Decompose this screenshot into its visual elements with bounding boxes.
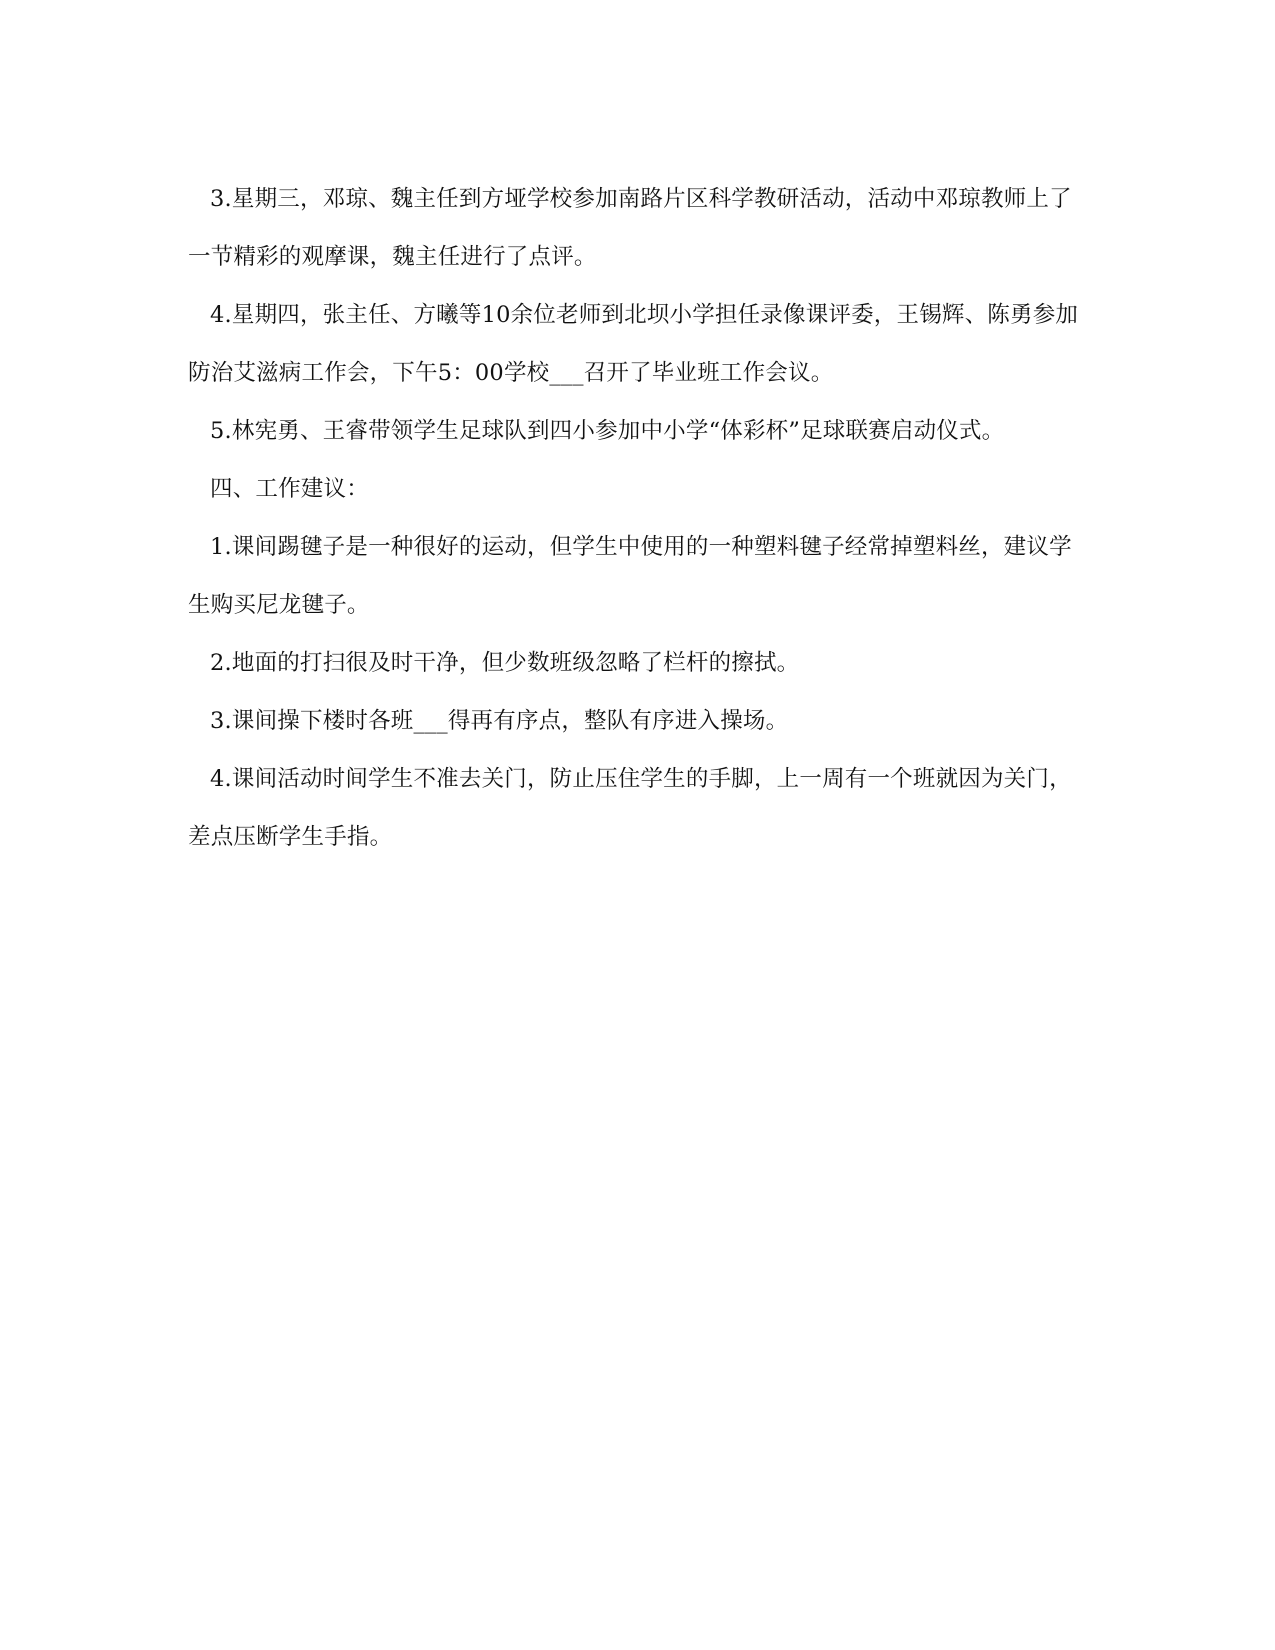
- suggestion-item-1: 1.课间踢毽子是一种很好的运动，但学生中使用的一种塑料毽子经常掉塑料丝，建议学生购买尼龙毽子。: [188, 534, 1072, 618]
- section-heading-work-suggestions: 四、工作建议：: [210, 476, 369, 502]
- paragraph-item-3-wednesday: 3.星期三，邓琼、魏主任到方垭学校参加南路片区科学教研活动，活动中邓琼教师上了一节精彩的观摩课，魏主任进行了点评。: [188, 186, 1072, 270]
- suggestion-item-2: 2.地面的打扫很及时干净，但少数班级忽略了栏杆的擦拭。: [210, 650, 800, 676]
- document-body: [188, 170, 1088, 866]
- paragraph-item-5-football: 5.林宪勇、王睿带领学生足球队到四小参加中小学“体彩杯”足球联赛启动仪式。: [210, 418, 1005, 444]
- paragraph-item-4-thursday: 4.星期四，张主任、方曦等10余位老师到北坝小学担任录像课评委，王锡辉、陈勇参加防治艾滋病工作会，下午5：00学校___召开了毕业班工作会议。: [188, 302, 1079, 386]
- suggestion-item-3: 3.课间操下楼时各班___得再有序点，整队有序进入操场。: [210, 708, 789, 734]
- suggestion-item-4: 4.课间活动时间学生不准去关门，防止压住学生的手脚，上一周有一个班就因为关门，差点压断学生手指。: [188, 766, 1072, 850]
